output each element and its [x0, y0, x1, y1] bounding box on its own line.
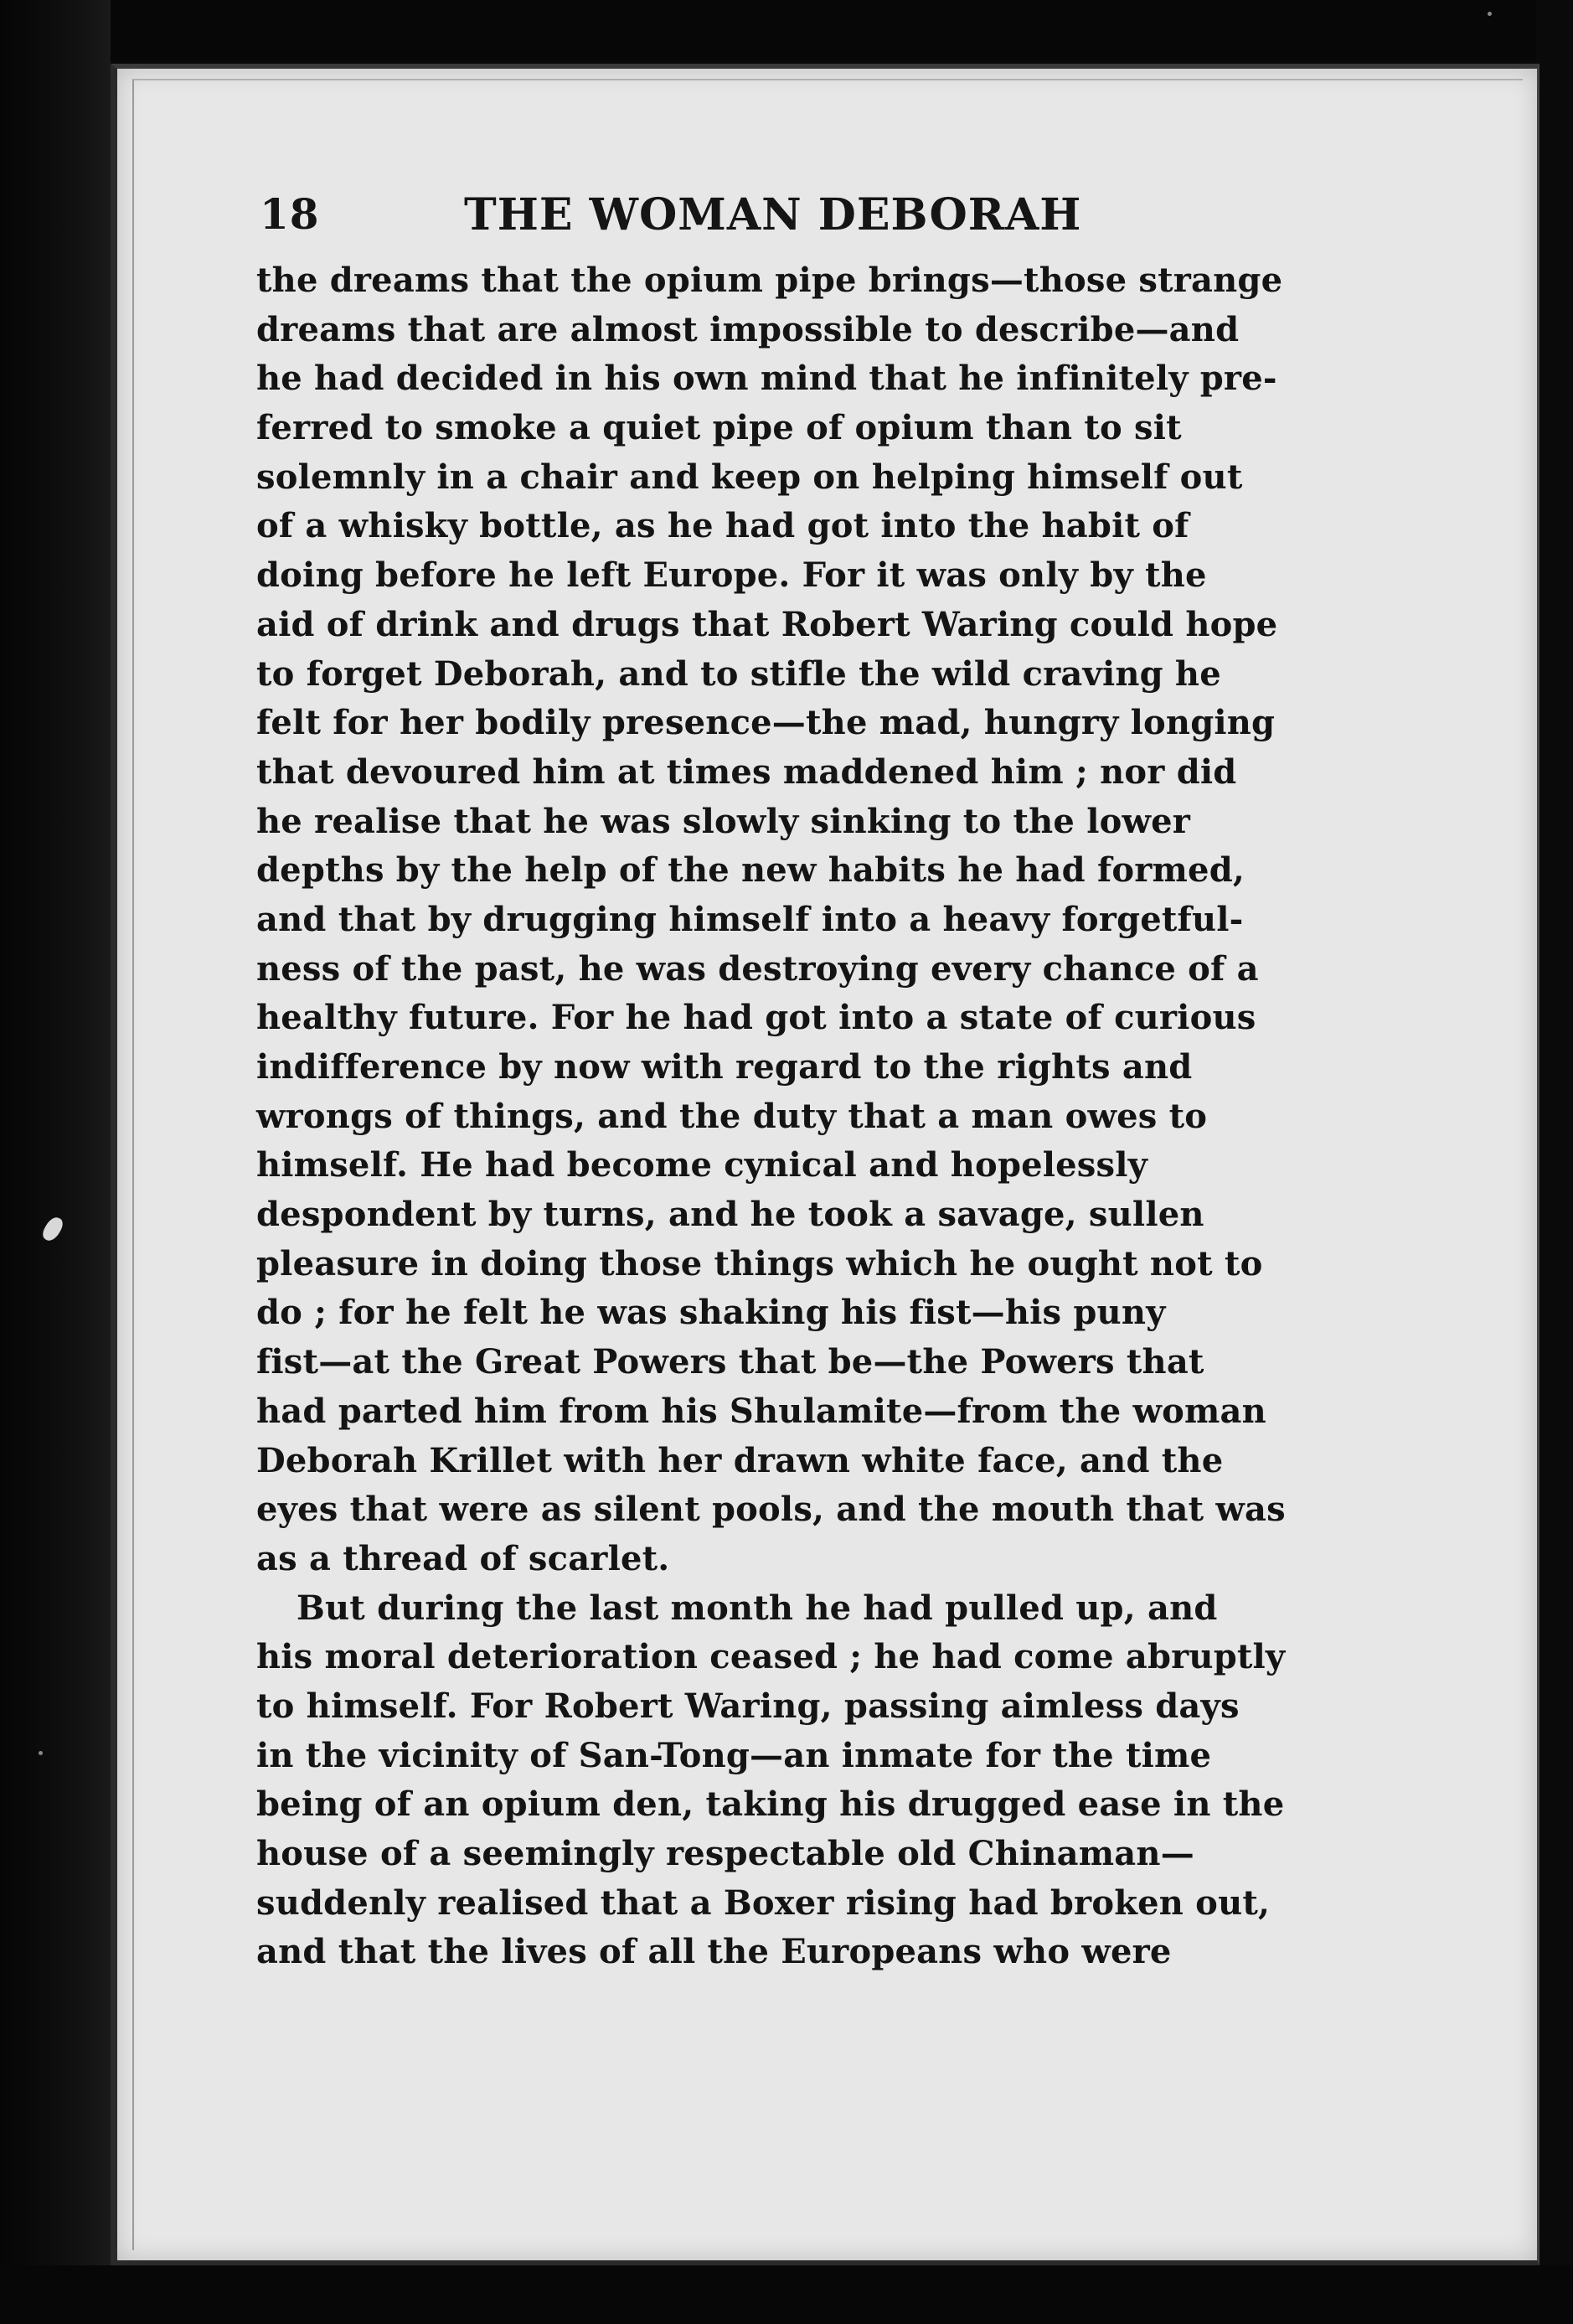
- body-text: [256, 256, 1429, 1977]
- text-line: felt for her bodily presence—the mad, hungry longing: [256, 703, 1276, 743]
- text-line: and that by drugging himself into a heavy forgetful-: [256, 899, 1244, 939]
- text-line: his moral deterioration ceased ; he had come abruptly: [256, 1637, 1286, 1677]
- text-line: he had decided in his own mind that he infinitely pre-: [256, 359, 1277, 399]
- text-line: of a whisky bottle, as he had got into the habit of: [256, 506, 1189, 546]
- text-line: had parted him from his Shulamite—from the woman: [256, 1391, 1266, 1431]
- text-line: ferred to smoke a quiet pipe of opium than to sit: [256, 408, 1182, 448]
- text-line: ness of the past, he was destroying every chance of a: [256, 948, 1259, 989]
- text-line: to forget Deborah, and to stifle the wild craving he: [256, 653, 1221, 694]
- text-line: pleasure in doing those things which he ought not to: [256, 1243, 1263, 1283]
- text-line: in the vicinity of San-Tong—an inmate for the time: [256, 1735, 1212, 1775]
- scan-bottom-margin: [0, 2265, 1573, 2324]
- text-line: to himself. For Robert Waring, passing aimless days: [256, 1686, 1240, 1726]
- text-line: house of a seemingly respectable old Chinaman—: [256, 1834, 1194, 1873]
- text-line: fist—at the Great Powers that be—the Powers that: [256, 1342, 1204, 1382]
- text-line: aid of drink and drugs that Robert Waring could hope: [256, 604, 1278, 644]
- margin-speck: [39, 1751, 43, 1755]
- running-head: [260, 189, 1215, 248]
- text-line: himself. He had become cynical and hopelessly: [256, 1145, 1148, 1185]
- margin-speck: [1488, 12, 1492, 16]
- page-number: 18: [260, 189, 320, 239]
- text-line: the dreams that the opium pipe brings—those strange: [256, 261, 1283, 300]
- text-line: being of an opium den, taking his drugged ease in the: [256, 1784, 1285, 1825]
- text-line: healthy future. For he had got into a state of curious: [256, 998, 1256, 1038]
- text-line: dreams that are almost impossible to describe—and: [256, 309, 1240, 349]
- text-line: solemnly in a chair and keep on helping himself out: [256, 457, 1243, 497]
- text-line: eyes that were as silent pools, and the mouth that was: [256, 1490, 1286, 1530]
- text-line: he realise that he was slowly sinking to the lower: [256, 801, 1191, 841]
- text-line: doing before he left Europe. For it was only by the: [256, 555, 1207, 596]
- text-line: suddenly realised that a Boxer rising had broken out,: [256, 1882, 1271, 1923]
- text-line: and that the lives of all the Europeans who were: [256, 1932, 1172, 1972]
- text-line: indifference by now with regard to the rights and: [256, 1047, 1193, 1087]
- text-line: Deborah Krillet with her drawn white face, and the: [256, 1440, 1224, 1480]
- scan-left-margin: [0, 0, 111, 2324]
- text-line: wrongs of things, and the duty that a man owes to: [256, 1096, 1208, 1136]
- text-line: despondent by turns, and he took a savage, sullen: [256, 1195, 1204, 1235]
- text-line: that devoured him at times maddened him ; nor did: [256, 751, 1237, 792]
- scan-top-margin: [0, 0, 1573, 67]
- text-line: do ; for he felt he was shaking his fist—his puny: [256, 1293, 1166, 1333]
- text-line: depths by the help of the new habits he had formed,: [256, 850, 1245, 891]
- book-title: THE WOMAN DEBORAH: [464, 189, 1082, 240]
- scan-right-margin: [1536, 0, 1573, 2324]
- paragraph-start-line: But during the last month he had pulled up, and: [297, 1588, 1218, 1628]
- text-line: as a thread of scarlet.: [256, 1538, 670, 1578]
